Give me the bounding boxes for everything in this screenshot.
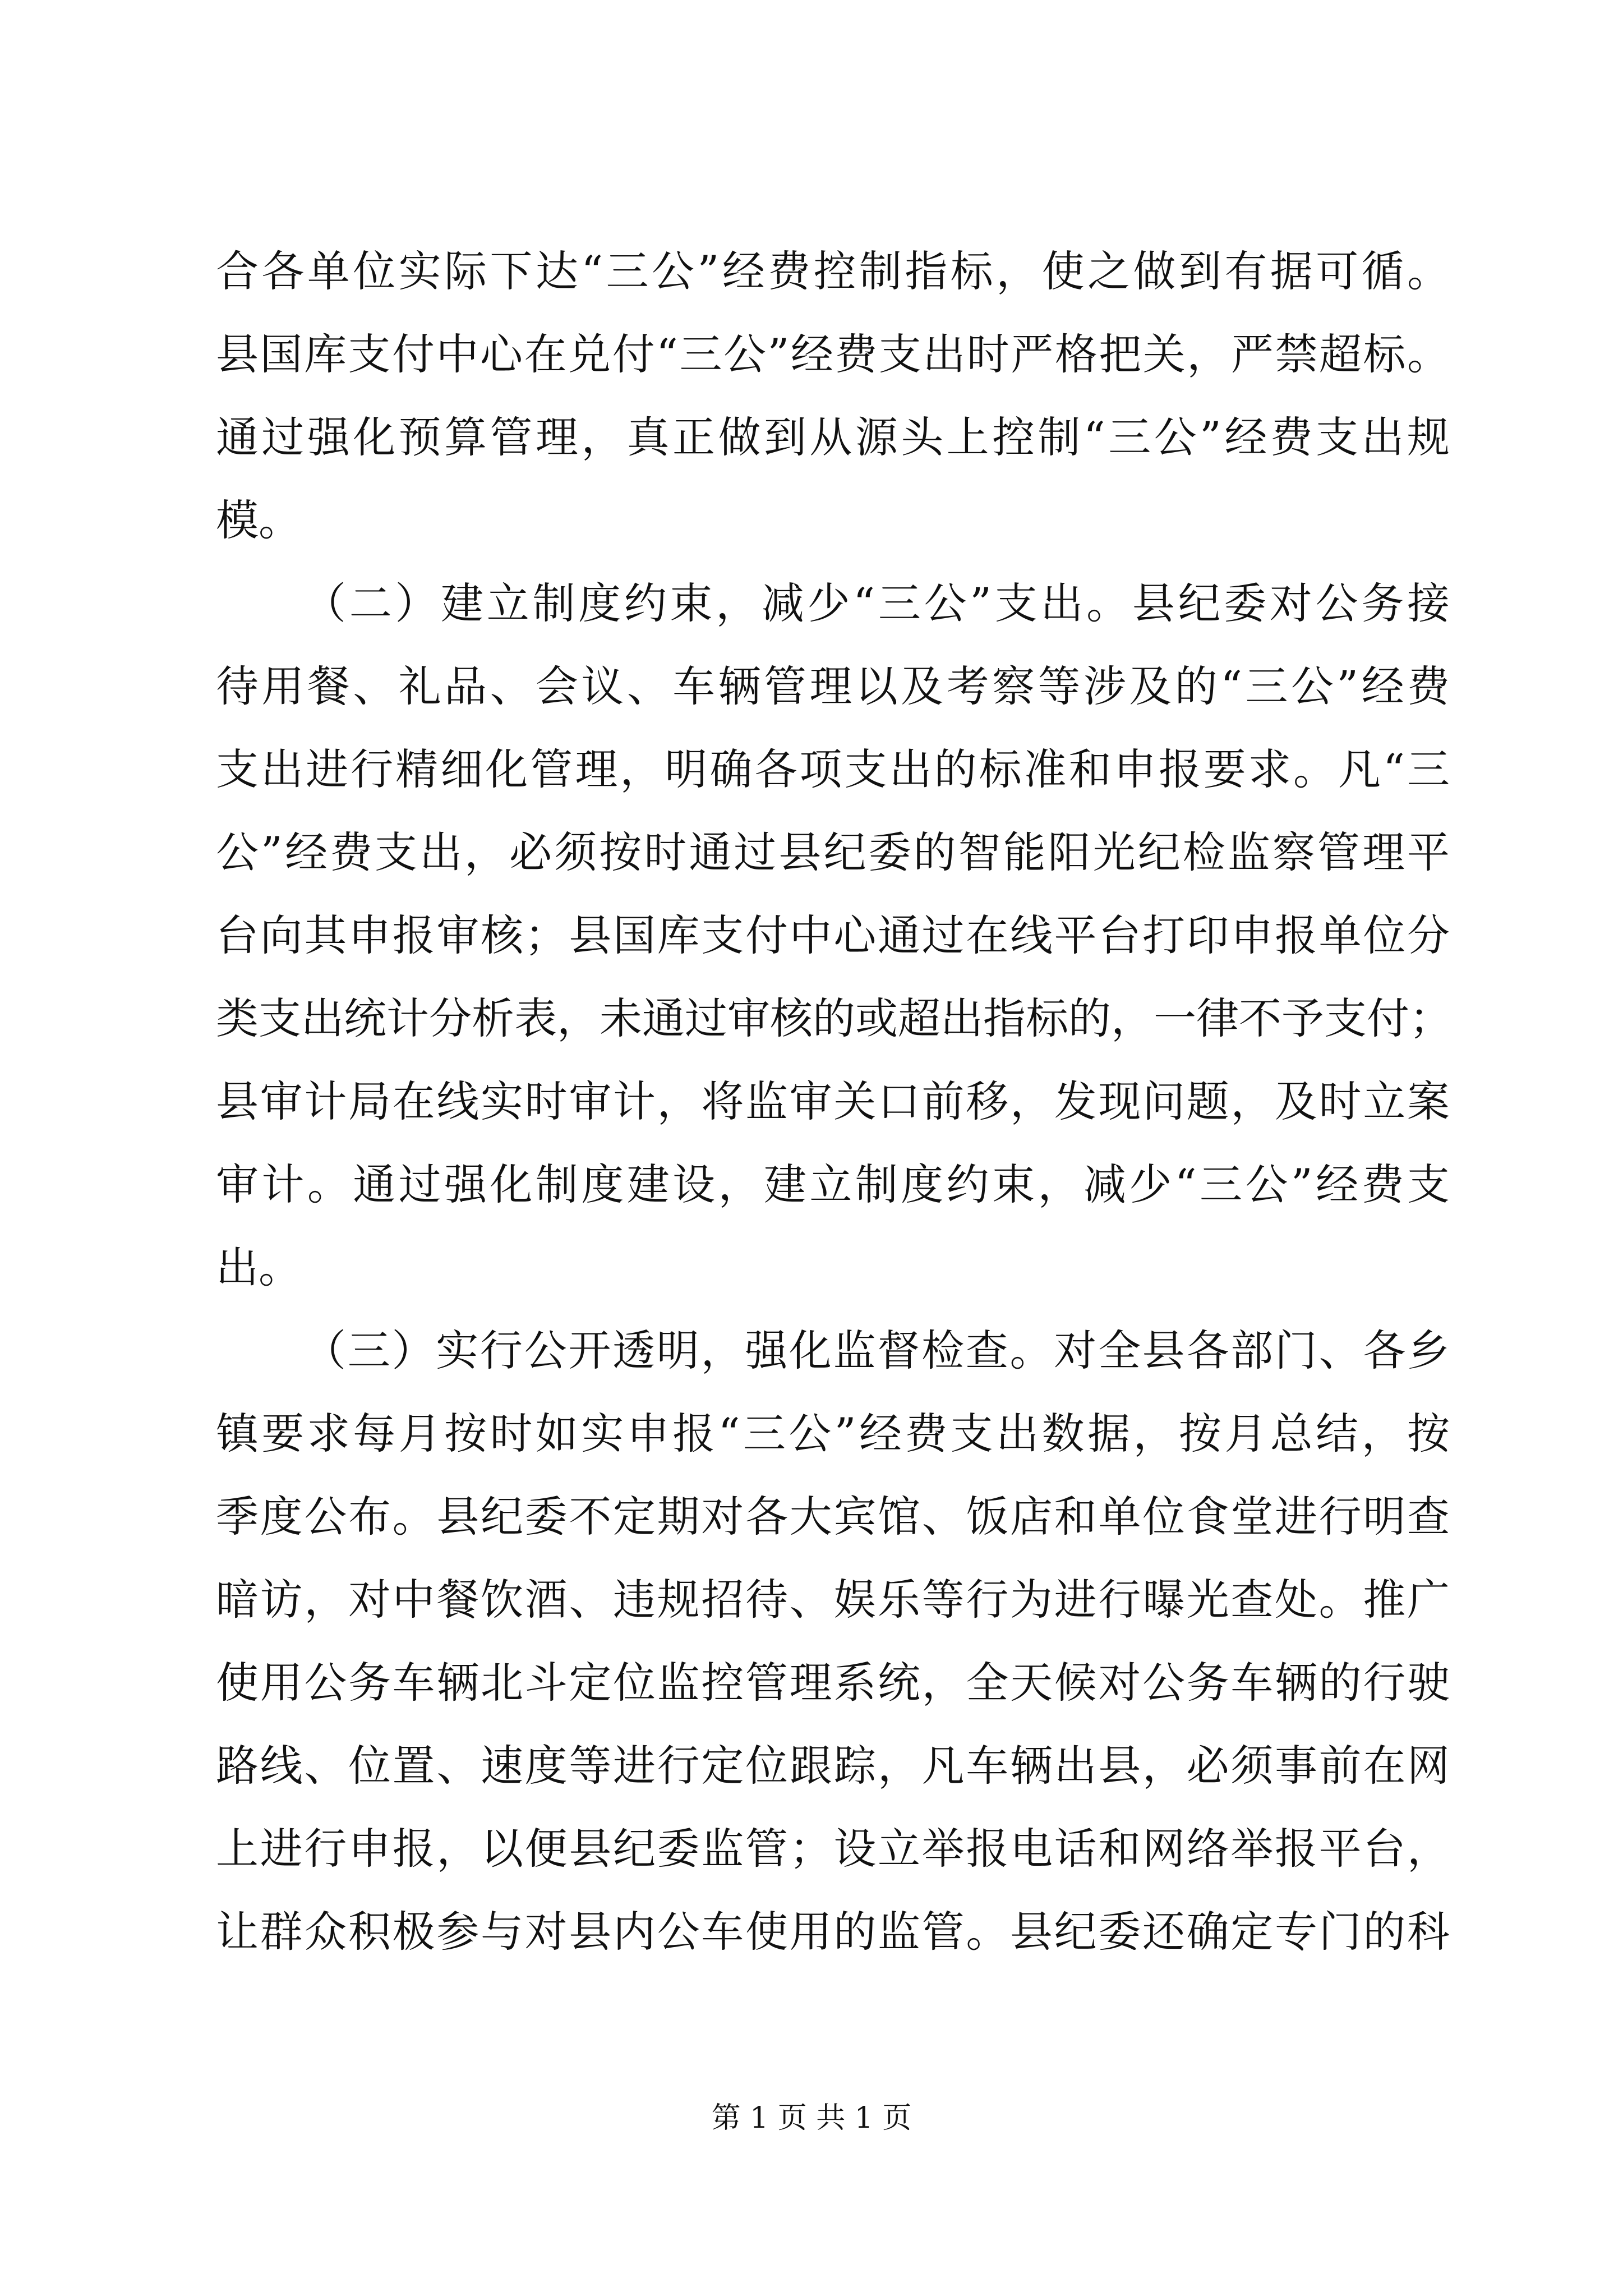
text-line: 类支出统计分析表，未通过审核的或超出指标的，一律不予支付； xyxy=(216,993,1452,1043)
text-line: 让群众积极参与对县内公车使用的监管。县纪委还确定专门的科 xyxy=(216,1907,1450,1957)
text-line: 台向其申报审核；县国库支付中心通过在线平台打印申报单位分 xyxy=(216,910,1450,960)
text-line: 审计。通过强化制度建设，建立制度约束，减少“三公”经费支 xyxy=(216,1159,1450,1209)
text-line: 路线、位置、速度等进行定位跟踪，凡车辆出县，必须事前在网 xyxy=(216,1741,1450,1791)
text-line: 待用餐、礼品、会议、车辆管理以及考察等涉及的“三公”经费 xyxy=(216,661,1450,711)
text-line: 支出进行精细化管理，明确各项支出的标准和申报要求。凡“三 xyxy=(216,744,1450,794)
text-line: 季度公布。县纪委不定期对各大宾馆、饭店和单位食堂进行明查 xyxy=(216,1492,1450,1542)
text-line: 镇要求每月按时如实申报“三公”经费支出数据，按月总结，按 xyxy=(216,1409,1450,1458)
page-footer: 第 1 页 共 1 页 xyxy=(711,2101,912,2135)
text-line: （三）实行公开透明，强化监督检查。对全县各部门、各乡 xyxy=(303,1326,1450,1375)
text-line: 模。 xyxy=(216,495,301,545)
text-line: 公”经费支出，必须按时通过县纪委的智能阳光纪检监察管理平 xyxy=(216,827,1450,877)
text-line: 出。 xyxy=(216,1243,301,1292)
text-line: 县审计局在线实时审计，将监审关口前移，发现问题，及时立案 xyxy=(216,1076,1450,1126)
text-line: 通过强化预算管理，真正做到从源头上控制“三公”经费支出规 xyxy=(216,412,1450,462)
text-line: 使用公务车辆北斗定位监控管理系统，全天候对公务车辆的行驶 xyxy=(216,1658,1450,1708)
document-body xyxy=(216,230,1450,1973)
text-line: 县国库支付中心在兑付“三公”经费支出时严格把关，严禁超标。 xyxy=(216,329,1450,379)
text-line: （二）建立制度约束，减少“三公”支出。县纪委对公务接 xyxy=(303,578,1450,628)
text-line: 暗访，对中餐饮酒、违规招待、娱乐等行为进行曝光查处。推广 xyxy=(216,1575,1450,1625)
text-line: 合各单位实际下达“三公”经费控制指标，使之做到有据可循。 xyxy=(216,246,1450,296)
text-line: 上进行申报，以便县纪委监管；设立举报电话和网络举报平台， xyxy=(216,1824,1450,1874)
